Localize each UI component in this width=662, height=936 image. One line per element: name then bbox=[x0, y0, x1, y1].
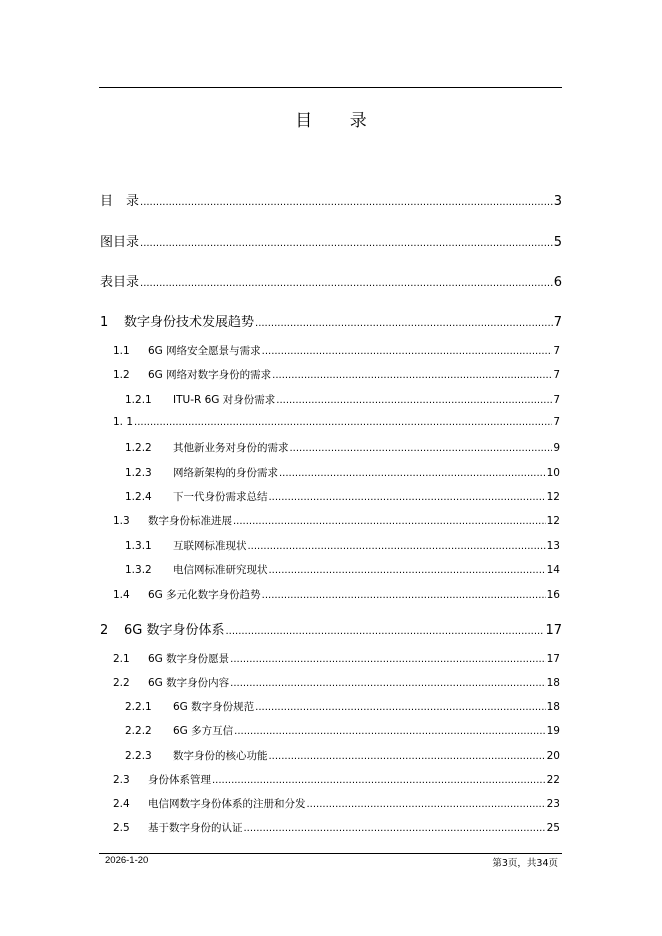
toc-entry-number: 2.2.3 bbox=[125, 750, 152, 762]
toc-entry[interactable] bbox=[113, 675, 560, 690]
toc-entry-label: 网络新架构的身份需求 bbox=[173, 467, 278, 479]
toc-entry-label: 数字身份标准进展 bbox=[148, 515, 232, 527]
toc-entry-number: 1.1 bbox=[113, 345, 130, 357]
toc-entry-number: 2 bbox=[100, 623, 109, 638]
toc-entry[interactable] bbox=[113, 416, 560, 428]
toc-entry-leader bbox=[255, 702, 545, 713]
toc-entry-label: 6G 多方互信 bbox=[173, 725, 234, 737]
toc-entry-leader bbox=[262, 590, 546, 601]
toc-entry-number: 1 bbox=[100, 315, 109, 330]
toc-entry-page: 5 bbox=[553, 235, 562, 250]
toc-entry[interactable] bbox=[125, 699, 560, 714]
toc-entry-page: 18 bbox=[546, 701, 560, 713]
toc-entry-number: 1.4 bbox=[113, 589, 130, 601]
toc-entry-page: 7 bbox=[553, 394, 560, 406]
toc-entry-leader bbox=[230, 678, 545, 689]
page-title: 目 录 bbox=[295, 111, 383, 131]
toc-entry-page: 6 bbox=[553, 275, 562, 290]
toc-entry-number: 1.2.2 bbox=[125, 442, 152, 454]
toc-entry-page: 9 bbox=[553, 442, 560, 454]
toc-entry-number: 1. 1 bbox=[113, 416, 134, 428]
toc-entry-page: 12 bbox=[546, 515, 560, 527]
toc-entry-label: 数字身份技术发展趋势 bbox=[124, 315, 255, 330]
toc-entry[interactable] bbox=[113, 796, 560, 811]
toc-entry[interactable] bbox=[125, 538, 560, 553]
toc-entry-page: 18 bbox=[546, 677, 560, 689]
toc-entry-label: 电信网标准研究现状 bbox=[173, 564, 268, 576]
toc-entry-label: 6G 数字身份体系 bbox=[124, 623, 225, 638]
toc-entry[interactable] bbox=[100, 619, 562, 638]
toc-entry-page: 7 bbox=[553, 345, 560, 357]
toc-entry-leader bbox=[307, 799, 546, 810]
toc-entry-label: 表目录 bbox=[100, 275, 140, 290]
toc-entry-leader bbox=[212, 775, 546, 786]
toc-entry[interactable] bbox=[100, 231, 562, 250]
toc-entry[interactable] bbox=[125, 392, 560, 407]
toc-entry-leader bbox=[244, 823, 546, 834]
toc-entry-label: 数字身份的核心功能 bbox=[173, 750, 268, 762]
toc-entry-number: 2.2.2 bbox=[125, 725, 152, 737]
toc-entry-leader bbox=[269, 751, 546, 762]
toc-entry-label: 身份体系管理 bbox=[148, 774, 211, 786]
toc-entry-leader bbox=[248, 541, 546, 552]
toc-entry-leader bbox=[262, 346, 553, 357]
toc-entry-label: 下一代身份需求总结 bbox=[173, 491, 268, 503]
toc-entry[interactable] bbox=[125, 723, 560, 738]
toc-entry[interactable] bbox=[100, 311, 562, 330]
toc-entry[interactable] bbox=[113, 367, 560, 382]
toc-entry-page: 14 bbox=[546, 564, 560, 576]
toc-entry-page: 22 bbox=[546, 774, 560, 786]
toc-entry-leader bbox=[134, 417, 552, 428]
footer-page-info: 第3页，共34页 bbox=[492, 858, 558, 869]
toc-entry[interactable] bbox=[100, 271, 562, 290]
toc-entry[interactable] bbox=[113, 820, 560, 835]
toc-entry[interactable] bbox=[113, 772, 560, 787]
toc-entry-number: 1.2.1 bbox=[125, 394, 152, 406]
toc-entry-label: 其他新业务对身份的需求 bbox=[173, 442, 289, 454]
toc-entry-page: 23 bbox=[546, 798, 560, 810]
toc-entry-leader bbox=[233, 516, 546, 527]
toc-entry-number: 2.2 bbox=[113, 677, 130, 689]
toc-entry-number: 1.3 bbox=[113, 515, 130, 527]
toc-entry-label: 电信网数字身份体系的注册和分发 bbox=[148, 798, 306, 810]
header-rule bbox=[99, 87, 562, 88]
toc-entry[interactable] bbox=[100, 190, 562, 209]
toc-entry-leader bbox=[140, 238, 553, 249]
toc-entry-page: 19 bbox=[546, 725, 560, 737]
toc-entry-page: 17 bbox=[546, 653, 560, 665]
footer-rule bbox=[99, 853, 562, 854]
toc-entry-number: 2.1 bbox=[113, 653, 130, 665]
toc-entry-leader bbox=[279, 468, 546, 479]
toc-entry-label: 目 录 bbox=[100, 194, 140, 209]
toc-entry-label: 互联网标准现状 bbox=[173, 540, 247, 552]
toc-entry[interactable] bbox=[125, 562, 560, 577]
toc-entry[interactable] bbox=[125, 465, 560, 480]
toc-entry-leader bbox=[290, 443, 553, 454]
toc-entry-number: 1.2 bbox=[113, 369, 130, 381]
toc-entry-leader bbox=[269, 492, 546, 503]
toc-entry-label: 图目录 bbox=[100, 235, 140, 250]
toc-entry-label: 6G 数字身份内容 bbox=[148, 677, 230, 689]
toc-entry-number: 2.3 bbox=[113, 774, 130, 786]
toc-entry-page: 7 bbox=[553, 416, 560, 428]
toc-entry-leader bbox=[230, 654, 545, 665]
toc-entry-page: 20 bbox=[546, 750, 560, 762]
toc-entry-page: 17 bbox=[545, 623, 562, 638]
toc-entry[interactable] bbox=[113, 587, 560, 602]
toc-entry-page: 13 bbox=[546, 540, 560, 552]
toc-entry-page: 7 bbox=[553, 369, 560, 381]
toc-entry[interactable] bbox=[113, 343, 560, 358]
toc-entry-page: 12 bbox=[546, 491, 560, 503]
toc-entry-leader bbox=[225, 626, 544, 637]
toc-entry-number: 1.2.4 bbox=[125, 491, 152, 503]
toc-entry-leader bbox=[234, 726, 545, 737]
footer-date: 2026-1-20 bbox=[105, 855, 149, 866]
toc-entry-leader bbox=[272, 370, 552, 381]
toc-entry-number: 2.4 bbox=[113, 798, 130, 810]
toc-entry-label: 6G 数字身份愿景 bbox=[148, 653, 230, 665]
toc-entry[interactable] bbox=[125, 748, 560, 763]
toc-entry-label: ITU-R 6G 对身份需求 bbox=[173, 394, 276, 406]
toc-entry[interactable] bbox=[125, 489, 560, 504]
toc-entry-label: 6G 网络对数字身份的需求 bbox=[148, 369, 272, 381]
toc-entry-page: 16 bbox=[546, 589, 560, 601]
toc-entry-number: 2.5 bbox=[113, 822, 130, 834]
toc-entry-label: 6G 多元化数字身份趋势 bbox=[148, 589, 261, 601]
toc-entry-page: 7 bbox=[553, 315, 562, 330]
toc-entry-page: 3 bbox=[553, 194, 562, 209]
toc-entry[interactable] bbox=[113, 513, 560, 528]
toc-entry-label: 6G 网络安全愿景与需求 bbox=[148, 345, 261, 357]
toc-entry-leader bbox=[140, 197, 553, 208]
toc-entry-leader bbox=[276, 395, 552, 406]
toc-entry-number: 1.3.2 bbox=[125, 564, 152, 576]
toc-entry[interactable] bbox=[113, 651, 560, 666]
toc-entry-number: 1.3.1 bbox=[125, 540, 152, 552]
toc-entry-label: 6G 数字身份规范 bbox=[173, 701, 255, 713]
toc-entry-leader bbox=[269, 565, 546, 576]
toc-entry-label: 基于数字身份的认证 bbox=[148, 822, 243, 834]
toc-entry-number: 2.2.1 bbox=[125, 701, 152, 713]
toc-entry[interactable] bbox=[125, 440, 560, 455]
toc-entry-page: 25 bbox=[546, 822, 560, 834]
toc-entry-number: 1.2.3 bbox=[125, 467, 152, 479]
toc-entry-page: 10 bbox=[546, 467, 560, 479]
toc-entry-leader bbox=[140, 278, 553, 289]
toc-entry-leader bbox=[255, 318, 553, 329]
